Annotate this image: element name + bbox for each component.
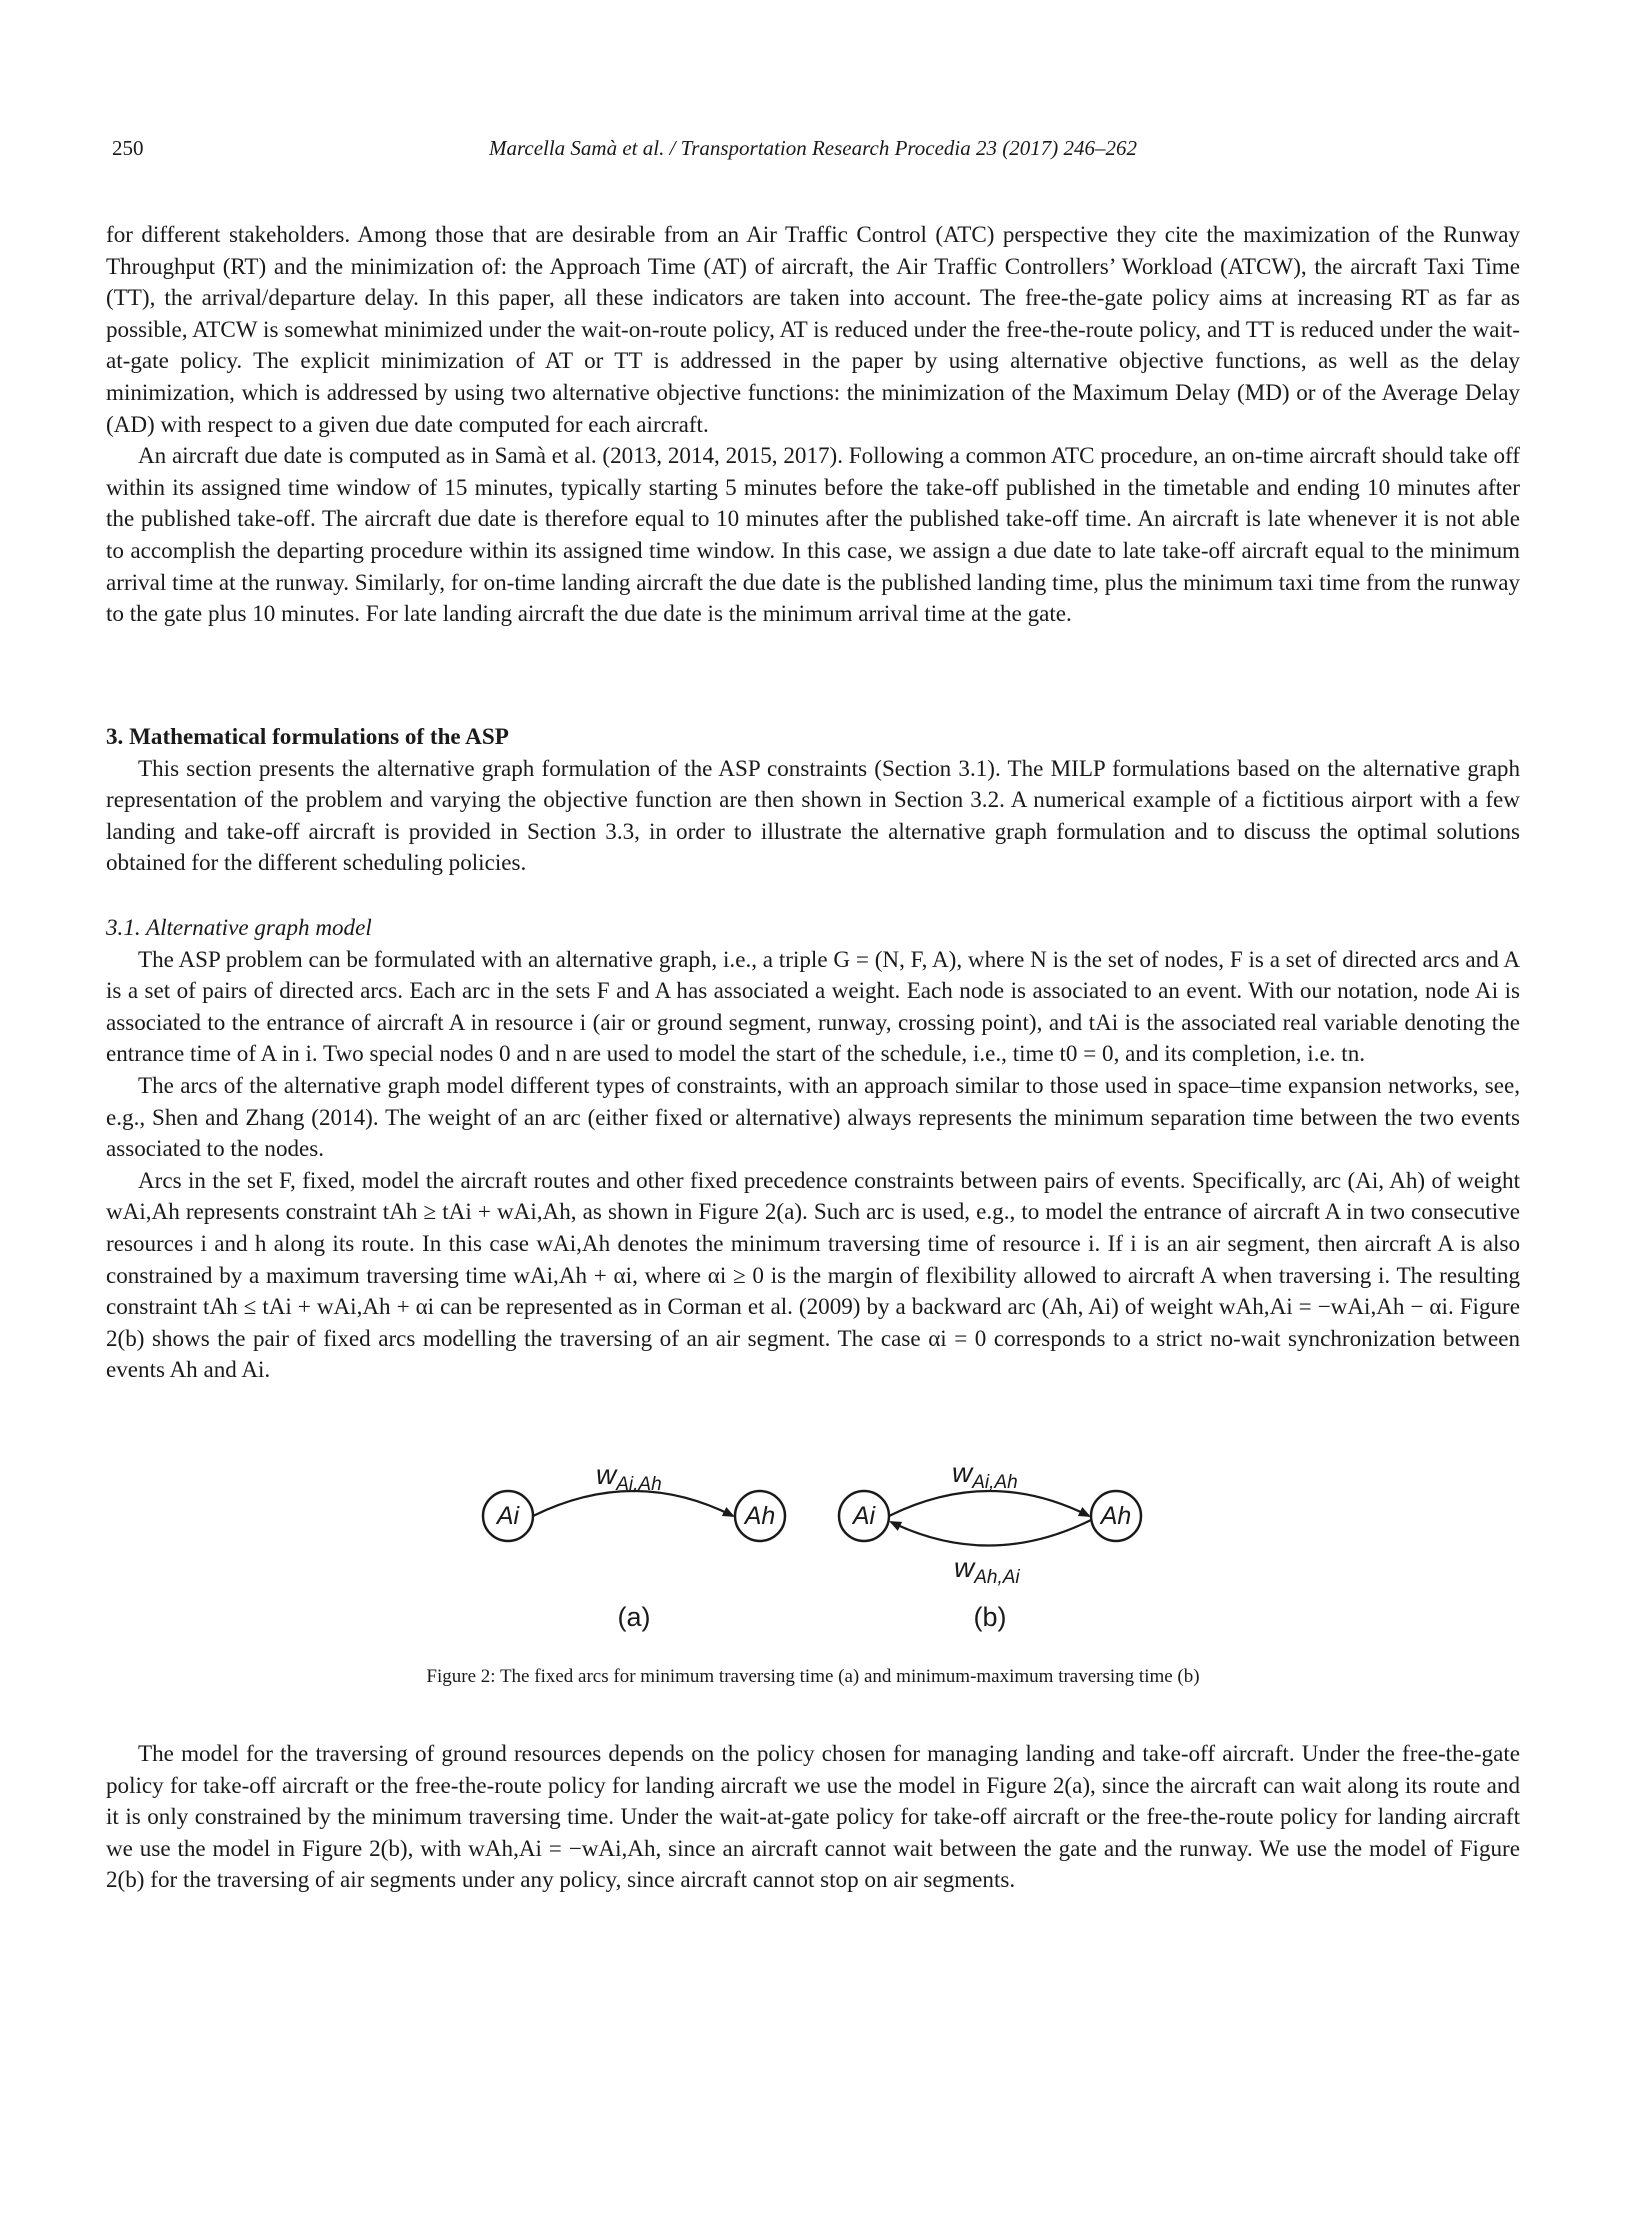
node-ai-label-b: Ai (852, 1502, 876, 1530)
figure-2-diagram (106, 1444, 1520, 1644)
paragraph-4: The ASP problem can be formulated with an alternative graph, i.e., a triple G = (N, F, A), where N is the set of nodes, F is a set of directed arcs and A is a set of pairs of directed arcs. Each arc in the sets F and A has associated a weight. Each node is associated to an event. With our notation, node Ai is associated to the entrance of aircraft A in resource i (air or ground segment, runway, crossing point), and tAi is the associated real variable denoting the entrance time of A in i. Two special nodes 0 and n are used to model the start of the schedule, i.e., time t0 = 0, and its completion, i.e. tn. (106, 945, 1520, 1067)
arc-fwd-b (889, 1491, 1089, 1516)
paragraph-6: Arcs in the set F, fixed, model the aircraft routes and other fixed precedence constraints between pairs of events. Specifically, arc (Ai, Ah) of weight wAi,Ah represents constraint tAh ≥ tAi + wAi,Ah, as shown in Figure 2(a). Such arc is used, e.g., to model the entrance of aircraft A in two consecutive resources i and h along its route. In this case wAi,Ah denotes the minimum traversing time of resource i. If i is an air segment, then aircraft A is also constrained by a maximum traversing time wAi,Ah + αi, where αi ≥ 0 is the margin of flexibility allowed to aircraft A when traversing i. The resulting constraint tAh ≤ tAi + wAi,Ah + αi can be represented as in Corman et al. (2009) by a backward arc (Ah, Ai) of weight wAh,Ai = −wAi,Ah − αi. Figure 2(b) shows the pair of fixed arcs modelling the traversing of an air segment. The case αi = 0 corresponds to a strict no-wait synchronization between events Ah and Ai. (106, 1166, 1520, 1383)
subsection-3-1 (106, 912, 1520, 1386)
diagram-b (839, 1457, 1141, 1588)
subfigure-label-a: (a) (617, 1602, 651, 1632)
page-number: 250 (112, 136, 144, 160)
section-title: 3. Mathematical formulations of the ASP (106, 723, 509, 749)
figure-caption: Figure 2: The fixed arcs for minimum traversing time (a) and minimum-maximum traversing time (b) (426, 1666, 1200, 1687)
paragraph-5: The arcs of the alternative graph model different types of constraints, with an approach similar to those used in space–time expansion networks, see, e.g., Shen and Zhang (2014). The weight of an arc (either fixed or alternative) always represents the minimum separation time between the two events associated to the nodes. (106, 1071, 1520, 1162)
subsection-title: 3.1. Alternative graph model (106, 914, 372, 940)
paragraph-3: This section presents the alternative graph formulation of the ASP constraints (Section 3.1). The MILP formulations based on the alternative graph representation of the problem and varying the objective function are then shown in Section 3.2. A numerical example of a fictitious airport with a few landing and take-off aircraft is provided in Section 3.3, in order to illustrate the alternative graph formulation and to discuss the optimal solutions obtained for the different scheduling policies. (106, 754, 1520, 876)
page-header (106, 136, 1520, 166)
paragraph-7: The model for the traversing of ground resources depends on the policy chosen for managing landing and take-off aircraft. Under the free-the-gate policy for take-off aircraft or the free-the-route policy for landing aircraft we use the model in Figure 2(a), since the aircraft can wait along its route and it is only constrained by the minimum traversing time. Under the wait-at-gate policy for take-off aircraft or the free-the-route policy for landing aircraft we use the model in Figure 2(b), with wAh,Ai = −wAi,Ah, since an aircraft cannot wait between the gate and the runway. We use the model of Figure 2(b) for the traversing of air segments under any policy, since aircraft cannot stop on air segments. (106, 1740, 1520, 1893)
node-ah-label-b: Ah (1100, 1502, 1132, 1530)
paragraph-1: for different stakeholders. Among those that are desirable from an Air Traffic Control (ATC) perspective they cite the maximization of the Runway Throughput (RT) and the minimization of: the Approach Time (AT) of aircraft, the Air Traffic Controllers’ Workload (ATCW), the aircraft Taxi Time (TT), the arrival/departure delay. In this paper, all these indicators are taken into account. The free-the-gate policy aims at increasing RT as far as possible, ATCW is somewhat minimized under the wait-on-route policy, AT is reduced under the free-the-route policy, and TT is reduced under the wait-at-gate policy. The explicit minimization of AT or TT is addressed in the paper by using alternative objective functions, as well as the delay minimization, which is addressed by using two alternative objective functions: the minimization of the Maximum Delay (MD) or of the Average Delay (AD) with respect to a given due date computed for each aircraft. (106, 221, 1520, 437)
node-ah-label-a: Ah (744, 1502, 776, 1530)
figure-2 (106, 1444, 1520, 1684)
running-title: Marcella Samà et al. / Transportation Research Procedia 23 (2017) 246–262 (488, 136, 1138, 160)
body-text-top (106, 219, 1520, 630)
weight-fwd-b: $w_{Ai,Ah}$ (952, 1457, 1018, 1493)
node-ai-label-a: Ai (496, 1502, 520, 1530)
section-3 (106, 721, 1520, 879)
diagram-a (483, 1459, 785, 1541)
weight-fwd-a: $w_{Ai,Ah}$ (596, 1459, 662, 1495)
paragraph-2: An aircraft due date is computed as in Samà et al. (2013, 2014, 2015, 2017). Following a common ATC procedure, an on-time aircraft should take off within its assigned time window of 15 minutes, typically starting 5 minutes before the take-off published in the timetable and ending 10 minutes after the published take-off. The aircraft due date is therefore equal to 10 minutes after the published take-off time. An aircraft is late whenever it is not able to accomplish the departing procedure within its assigned time window. In this case, we assign a due date to late take-off aircraft equal to the minimum arrival time at the runway. Similarly, for on-time landing aircraft the due date is the published landing time, plus the minimum taxi time from the runway to the gate plus 10 minutes. For late landing aircraft the due date is the minimum arrival time at the gate. (106, 442, 1520, 627)
weight-bwd-b: $w_{Ah,Ai}$ (954, 1552, 1020, 1588)
subfigure-label-b: (b) (973, 1602, 1007, 1632)
body-text-bottom (106, 1738, 1520, 1896)
arc-bwd-b (891, 1520, 1091, 1546)
